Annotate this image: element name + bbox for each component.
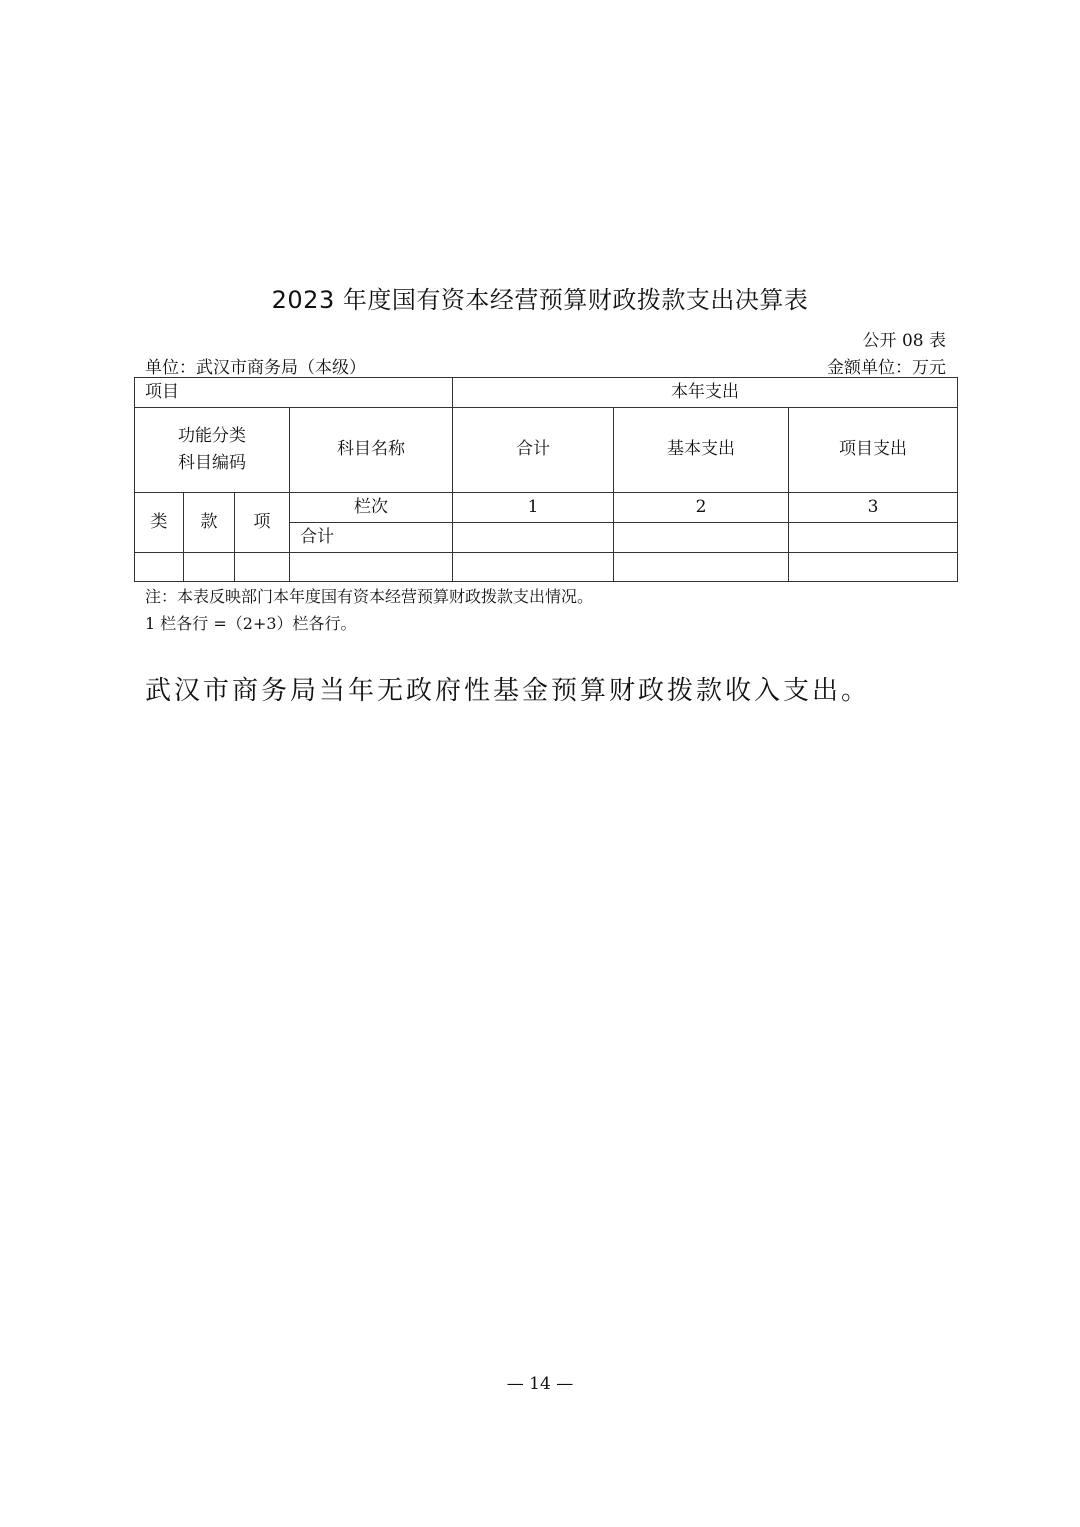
form-number: 公开 08 表 [862, 331, 946, 351]
column-index-3: 3 [789, 493, 958, 523]
code-xiang: 项 [235, 493, 290, 553]
header-func-class [135, 408, 290, 493]
empty-cell [453, 553, 614, 582]
header-total: 合计 [453, 408, 614, 493]
empty-cell [789, 553, 958, 582]
header-subject-name: 科目名称 [290, 408, 453, 493]
header-basic: 基本支出 [614, 408, 789, 493]
header-project: 项目 [135, 378, 453, 408]
total-row-label: 合计 [290, 523, 453, 553]
total-cell [789, 523, 958, 553]
header-project-expense: 项目支出 [789, 408, 958, 493]
func-class-line2: 科目编码 [178, 453, 246, 473]
column-index-2: 2 [614, 493, 789, 523]
total-cell [614, 523, 789, 553]
table-row [135, 493, 958, 523]
code-lei: 类 [135, 493, 184, 553]
amount-unit: 金额单位：万元 [827, 358, 946, 378]
empty-cell [290, 553, 453, 582]
expenditure-table [134, 377, 958, 582]
reporting-unit: 单位：武汉市商务局（本级） [145, 358, 366, 378]
empty-cell [184, 553, 235, 582]
total-cell [453, 523, 614, 553]
empty-cell [135, 553, 184, 582]
note-line-1: 注：本表反映部门本年度国有资本经营预算财政拨款支出情况。 [145, 587, 594, 606]
statement-text: 武汉市商务局当年无政府性基金预算财政拨款收入支出。 [145, 676, 871, 706]
note-line-2: 1 栏各行 =（2+3）栏各行。 [145, 614, 357, 633]
table-row [135, 553, 958, 582]
func-class-line1: 功能分类 [178, 425, 246, 446]
empty-cell [614, 553, 789, 582]
table-row [135, 408, 958, 493]
column-index-label: 栏次 [290, 493, 453, 523]
page-number: — 14 — [506, 1374, 574, 1394]
column-index-1: 1 [453, 493, 614, 523]
empty-cell [235, 553, 290, 582]
header-current-year: 本年支出 [453, 378, 958, 408]
table-row [135, 378, 958, 408]
page-title: 2023 年度国有资本经营预算财政拨款支出决算表 [271, 286, 809, 314]
code-kuan: 款 [184, 493, 235, 553]
